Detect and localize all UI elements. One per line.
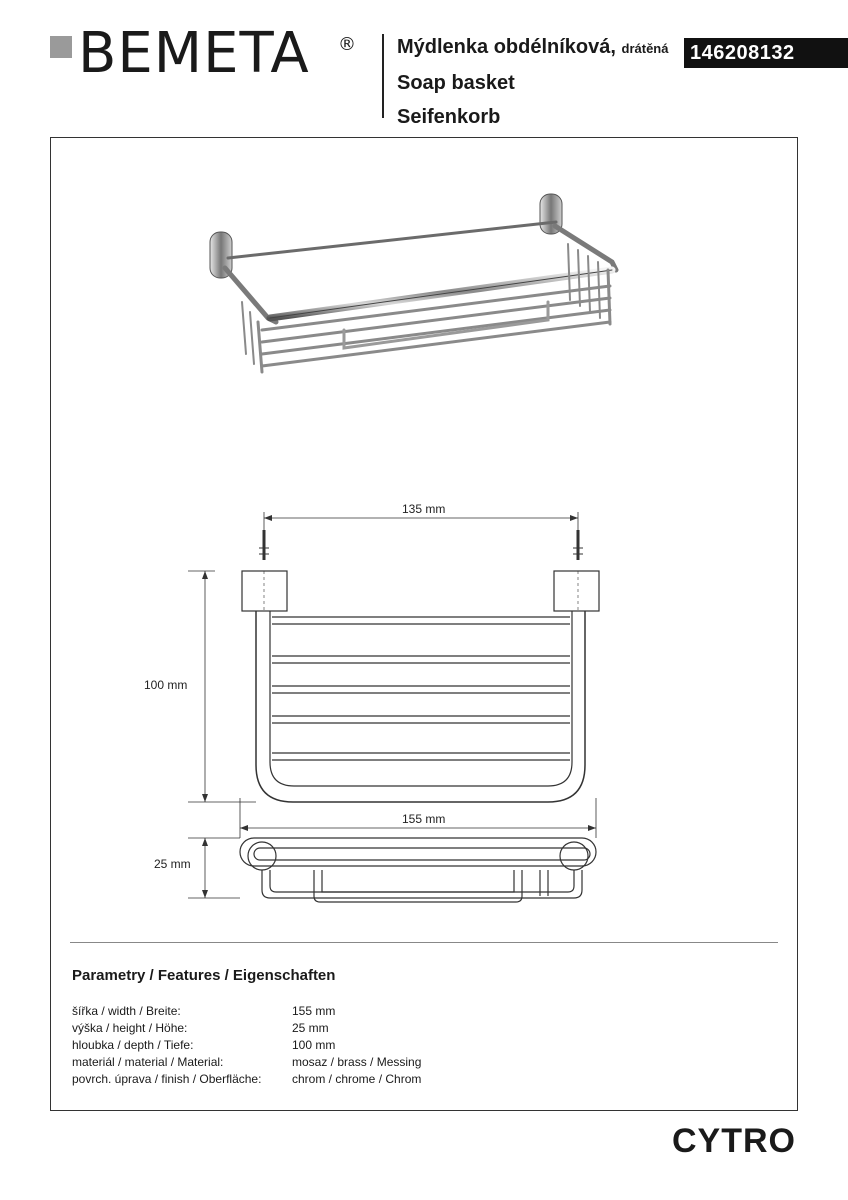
dim-label-mounting: 135 mm — [402, 502, 446, 516]
title-en: Soap basket — [397, 72, 515, 94]
dim-label-depth: 100 mm — [144, 678, 188, 692]
series-name: CYTRO — [672, 1122, 796, 1160]
spec-value: 100 mm — [292, 1038, 336, 1052]
spec-row — [72, 1071, 492, 1088]
spec-value: chrom / chrome / Chrom — [292, 1072, 422, 1086]
spec-label: povrch. úprava / finish / Oberfläche: — [72, 1072, 262, 1086]
spec-label: materiál / material / Material: — [72, 1055, 224, 1069]
spec-label: šířka / width / Breite: — [72, 1004, 181, 1018]
spec-row — [72, 1020, 492, 1037]
spec-table — [72, 1003, 492, 1088]
spec-label: výška / height / Höhe: — [72, 1021, 188, 1035]
title-cz-note: drátěná — [621, 41, 669, 56]
title-de: Seifenkorb — [397, 106, 501, 128]
spec-row — [72, 1054, 492, 1071]
title-cz-main: Mýdlenka obdélníková, — [397, 36, 616, 58]
dim-label-height: 25 mm — [154, 857, 191, 871]
spec-value: 25 mm — [292, 1021, 329, 1035]
features-title: Parametry / Features / Eigenschaften — [72, 967, 336, 984]
registered-mark: ® — [338, 34, 356, 55]
section-divider — [70, 942, 778, 943]
dim-label-width: 155 mm — [402, 812, 446, 826]
brand-name: BEMETA — [78, 21, 310, 86]
spec-row — [72, 1037, 492, 1054]
spec-row — [72, 1003, 492, 1020]
spec-value: 155 mm — [292, 1004, 336, 1018]
product-code: 146208132 — [684, 38, 848, 68]
spec-value: mosaz / brass / Messing — [292, 1055, 422, 1069]
spec-label: hloubka / depth / Tiefe: — [72, 1038, 194, 1052]
